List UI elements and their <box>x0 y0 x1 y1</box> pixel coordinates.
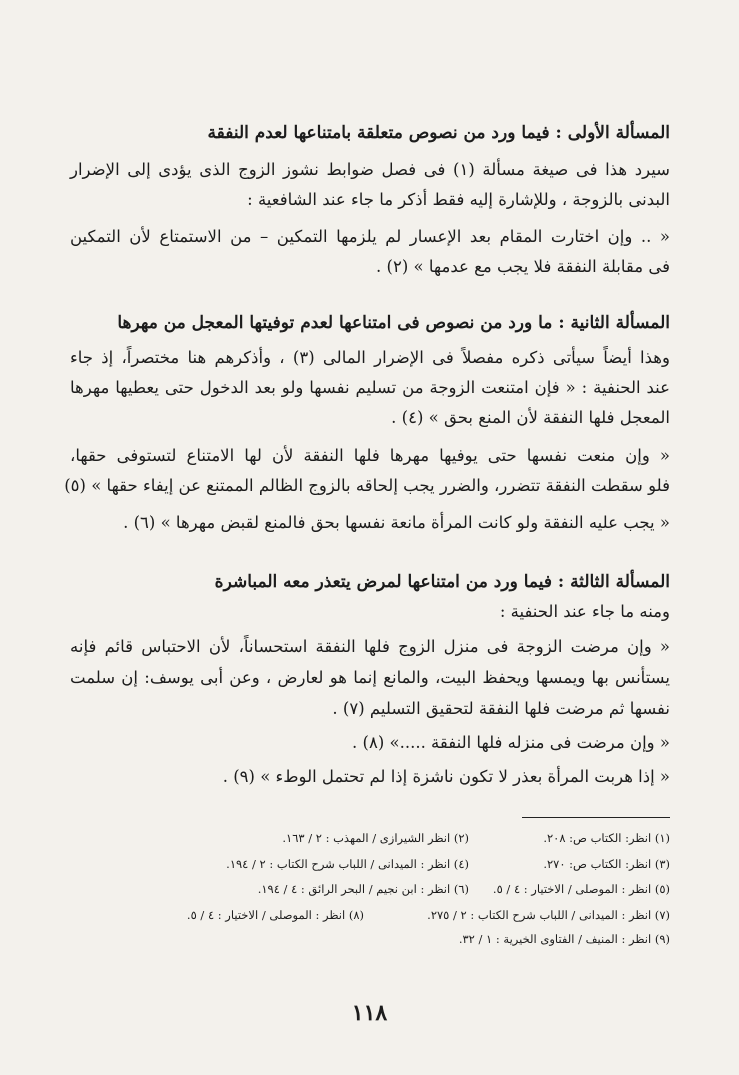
section-2-line-2: عند الحنفية : « فإن امتنعت الزوجة من تسليم نفسها ولو بعد الدخول حتى يعطيها مهرها <box>70 378 670 397</box>
section-3-heading: المسألة الثالثة : فيما ورد من امتناعها لمرض يتعذر معه المباشرة <box>214 572 670 592</box>
footnote-1: (١) انظر: الكتاب ص: ٢٠٨. <box>543 831 670 845</box>
section-2-line-1: وهذا أيضاً سيأتى ذكره مفصلاً فى الإضرار المالى (٣) ، وأذكرهم هنا مختصراً، إذ جاء <box>70 348 670 367</box>
footnote-separator <box>522 817 670 818</box>
footnote-5: (٥) انظر : الموصلى / الاختيار : ٤ / ٥. <box>492 882 670 896</box>
section-2-line-3: المعجل فلها النفقة لأن المنع بحق » (٤) . <box>391 408 670 427</box>
footnote-7: (٧) انظر : الميدانى / اللباب شرح الكتاب : ٢ / ٢٧٥. <box>427 908 670 922</box>
section-1-heading: المسألة الأولى : فيما ورد من نصوص متعلقة بامتناعها لعدم النفقة <box>207 123 670 143</box>
footnote-3: (٣) انظر: الكتاب ص: ٢٧٠. <box>543 857 670 871</box>
section-3-line-4: نفسها ثم مرضت فلها النفقة لتحقيق التسليم (٧) . <box>332 699 670 718</box>
page-number: ١١٨ <box>351 1000 388 1026</box>
section-1-line-4: فى مقابلة النفقة فلا يجب مع عدمها » (٢) . <box>376 257 670 276</box>
section-3-line-2: « وإن مرضت الزوجة فى منزل الزوج فلها النفقة استحساناً، لأن الاحتباس قائم فإنه <box>70 637 670 656</box>
footnote-6: (٦) انظر : ابن نجيم / البحر الرائق : ٤ / ١٩٤. <box>257 882 469 896</box>
section-3-line-1: ومنه ما جاء عند الحنفية : <box>499 602 670 621</box>
footnote-9: (٩) انظر : المنيف / الفتاوى الخيرية : ١ / ٣٢. <box>458 932 670 946</box>
section-1-line-1: سيرد هذا فى صيغة مسألة (١) فى فصل ضوابط نشوز الزوج الذى يؤدى إلى الإضرار <box>70 160 671 179</box>
footnote-4: (٤) انظر : الميدانى / اللباب شرح الكتاب : ٢ / ١٩٤. <box>226 857 469 871</box>
section-3-line-3: يستأنس بها ويمسها ويحفظ البيت، والمانع إنما هو لعارض ، وعن أبى يوسف: إن سلمت <box>70 668 670 687</box>
footnote-2: (٢) انظر الشيرازى / المهذب : ٢ / ١٦٣. <box>282 831 469 845</box>
section-2-heading: المسألة الثانية : ما ورد من نصوص فى امتناعها لعدم توفيتها المعجل من مهرها <box>117 313 670 333</box>
section-1-line-3: « .. وإن اختارت المقام بعد الإعسار لم يلزمها التمكين – من الاستمتاع لأن التمكين <box>70 227 670 246</box>
section-1-line-2: البدنى بالزوجة ، وللإشارة إليه فقط أذكر ما جاء عند الشافعية : <box>247 190 670 209</box>
footnote-8: (٨) انظر : الموصلى / الاختيار : ٤ / ٥. <box>186 908 364 922</box>
section-3-line-5: « وإن مرضت فى منزله فلها النفقة .....» (٨) . <box>352 733 670 752</box>
section-2-line-6: « يجب عليه النفقة ولو كانت المرأة مانعة نفسها بحق فالمنع لقبض مهرها » (٦) . <box>123 513 670 532</box>
section-2-line-5: فلو سقطت النفقة تتضرر، والضرر يجب إلحاقه بالزوج الظالم الممتنع عن إيفاء حقها » (٥) <box>64 476 670 495</box>
section-2-line-4: « وإن منعت نفسها حتى يوفيها مهرها فلها النفقة لأن لها الامتناع لتستوفى حقها، <box>70 446 670 465</box>
section-3-line-6: « إذا هربت المرأة بعذر لا تكون ناشزة إذا لم تحتمل الوطء » (٩) . <box>222 767 670 786</box>
